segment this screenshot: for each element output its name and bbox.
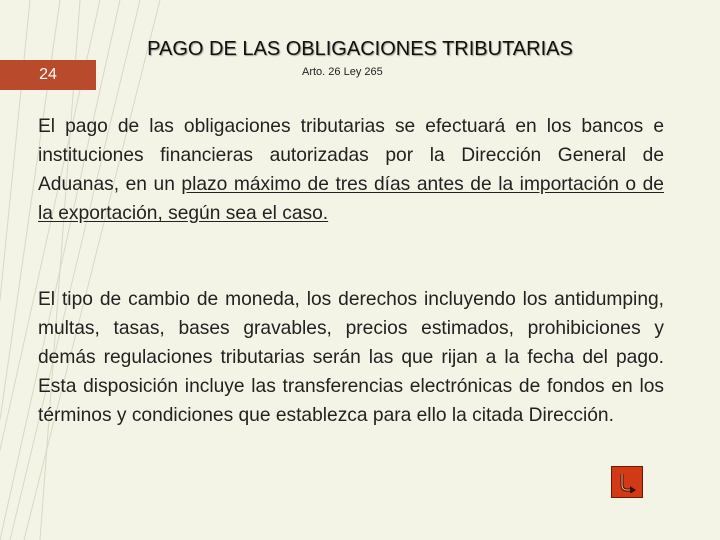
- slide-number-badge: 24: [0, 60, 96, 90]
- paragraph-payment-underlined: plazo máximo de tres días antes de la importación o de la exportación, según sea el caso.: [38, 174, 664, 224]
- paragraph-payment-text: El pago de las obligaciones tributarias se efectuará en los bancos e instituciones financieras autorizadas por la Dirección General de Aduanas, en un: [38, 116, 664, 195]
- slide-title: PAGO DE LAS OBLIGACIONES TRIBUTARIAS: [147, 38, 573, 60]
- law-reference: Arto. 26 Ley 265: [302, 66, 383, 78]
- paragraph-payment: [38, 112, 664, 228]
- return-arrow-icon: [616, 471, 638, 493]
- return-button[interactable]: [611, 466, 643, 498]
- paragraph-exchange-rate: El tipo de cambio de moneda, los derechos incluyendo los antidumping, multas, tasas, bases gravables, precios estimados, prohibiciones y demás regulaciones tributarias serán las que rijan a la fecha del pago. Esta disposición incluye las transferencias electrónicas de fondos en los términos y condiciones que establezca para ello la citada Dirección.: [38, 289, 664, 426]
